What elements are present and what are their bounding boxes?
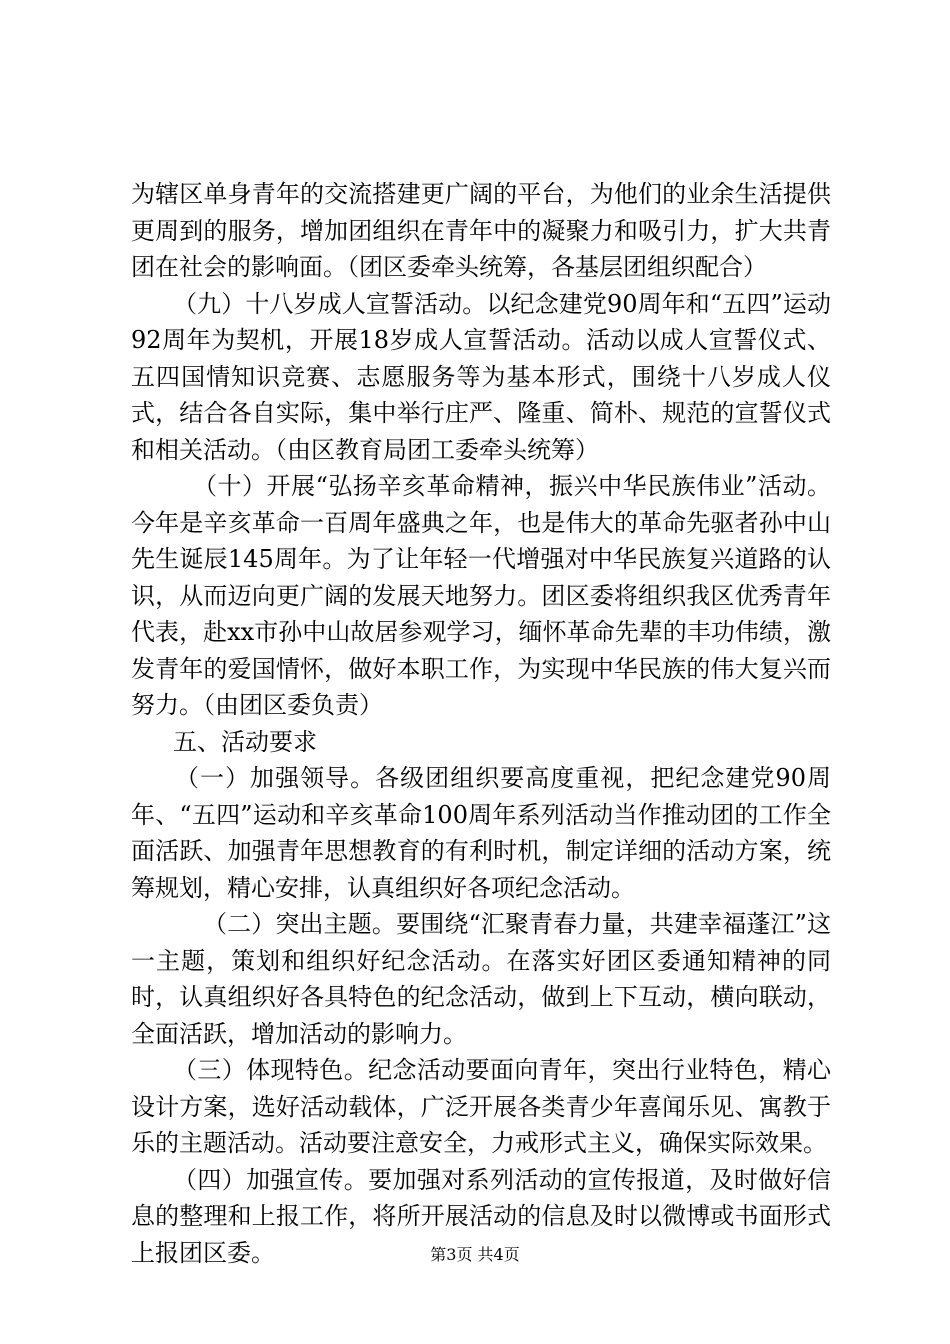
paragraph-requirement-1: （一）加强领导。各级团组织要高度重视，把纪念建党90周年、“五四”运动和辛亥革命100周年系列活动当作推动团的工作全面活跃、加强青年思想教育的有利时机，制定详细的活动方案，统筹规划，精心安排，认真组织好各项纪念活动。 xyxy=(131,764,831,902)
document-body xyxy=(131,176,831,1271)
paragraph-continuation: 为辖区单身青年的交流搭建更广阔的平台，为他们的业余生活提供更周到的服务，增加团组织在青年中的凝聚力和吸引力，扩大共青团在社会的影响面。（团区委牵头统筹，各基层团组织配合） xyxy=(131,180,831,281)
paragraph-item-10: （十）开展“弘扬辛亥革命精神，振兴中华民族伟业”活动。今年是辛亥革命一百周年盛典之年，也是伟大的革命先驱者孙中山先生诞辰145周年。为了让年轻一代增强对中华民族复兴道路的认识，从而迈向更广阔的发展天地努力。团区委将组织我区优秀青年代表，赴xx市孙中山故居参观学习，缅怀革命先辈的丰功伟绩，激发青年的爱国情怀，做好本职工作，为实现中华民族的伟大复兴而努力。（由团区委负责） xyxy=(131,472,831,719)
section-heading-requirements: 五、活动要求 xyxy=(173,727,317,756)
paragraph-requirement-3: （三）体现特色。纪念活动要面向青年，突出行业特色，精心设计方案，选好活动载体，广泛开展各类青少年喜闻乐见、寓教于乐的主题活动。活动要注意安全，力戒形式主义，确保实际效果。 xyxy=(131,1056,831,1157)
paragraph-requirement-2: （二）突出主题。要围绕“汇聚青春力量，共建幸福蓬江”这一主题，策划和组织好纪念活动。在落实好团区委通知精神的同时，认真组织好各具特色的纪念活动，做到上下互动，横向联动，全面活跃，增加活动的影响力。 xyxy=(131,910,831,1048)
paragraph-item-9: （九）十八岁成人宣誓活动。以纪念建党90周年和“五四”运动92周年为契机，开展18岁成人宣誓活动。活动以成人宣誓仪式、五四国情知识竞赛、志愿服务等为基本形式，围绕十八岁成人仪式，结合各自实际，集中举行庄严、隆重、简朴、规范的宣誓仪式和相关活动。（由区教育局团工委牵头统筹） xyxy=(131,289,831,464)
page-footer: 第3页 共4页 xyxy=(430,1245,520,1264)
paragraph-requirement-4: （四）加强宣传。要加强对系列活动的宣传报道，及时做好信息的整理和上报工作，将所开展活动的信息及时以微博或书面形式上报团区委。 xyxy=(131,1165,831,1267)
